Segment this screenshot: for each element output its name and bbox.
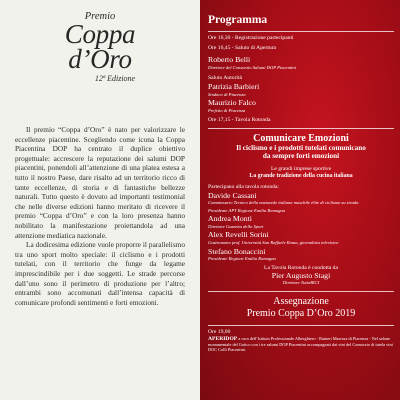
participant-role: Gastronomo prof. Università San Raffaele Roma, giornalista televisivo xyxy=(208,239,339,245)
speaker-name: Maurizio Falco xyxy=(208,98,256,108)
aperidop-text: a cura dell’Istituto Professionale Alberghiero - Raineri Marcora di Piacenza - Nel salone monumentale del Gotico con i tre salumi DOP Piacentini accompagnati dai vini del Consorzio di tutela vini DOC Colli Piacentini. xyxy=(208,335,393,352)
apertura-speaker xyxy=(208,56,394,70)
speaker-role: Direttore del Consorzio Salumi DOP Piacentini xyxy=(208,64,296,70)
tavola-subtitle: da sempre forti emozioni xyxy=(262,152,340,161)
aperidop-time: Ore 19,00 xyxy=(208,328,231,335)
participant xyxy=(208,215,394,229)
speaker-role: Sindaco di Piacenza xyxy=(208,91,246,97)
assegnazione-block xyxy=(208,296,394,320)
programma-item: Ore 16,30 - Registrazione partecipanti xyxy=(208,35,294,41)
programma-title: Programma xyxy=(208,14,268,26)
participants-label: Partecipano alla tavola rotonda: xyxy=(208,183,279,190)
participant-role: Commissario Tecnico della nazionale italiana maschile élite di ciclismo su strada xyxy=(208,200,359,206)
aperidop-lead: APERIDOP xyxy=(208,335,238,342)
assegnazione-title: Assegnazione xyxy=(273,295,329,307)
participant-name: Alex Revelli Sorini xyxy=(208,230,269,240)
autorita-label: Saluto Autorità xyxy=(208,75,243,82)
moderator-label: La Tavola Rotonda è condotta da xyxy=(264,264,338,271)
intro-paragraph-2: La dodicesima edizione vuole proporre il parallelismo tra uno sport molto speciale: il ciclismo e i prodotti tutelati, con il territorio che funge da legame imprescindibile per i due soggetti. Le strade percorse dall’uno sono il perimetro di produzione per l’altro; entrambi sono accomunati dall’intensa capacità di comunicare profondi sentimenti e forti emozioni. xyxy=(15,240,185,307)
programma-items xyxy=(208,35,394,52)
speaker-name: Roberto Belli xyxy=(208,55,251,64)
logo-premio: Premio xyxy=(84,11,116,22)
aperidop-block xyxy=(208,329,394,352)
right-panel xyxy=(200,0,400,400)
participant xyxy=(208,231,394,245)
premio-logo xyxy=(0,12,200,83)
moderator-name: Pier Augusto Stagi xyxy=(271,270,331,280)
participant xyxy=(208,248,394,262)
tavola-time: Ore 17,15 - Tavola Rotonda xyxy=(208,117,271,124)
tavola-subtitle: Il ciclismo e i prodotti tutelati comunicano xyxy=(236,144,366,153)
intro-text xyxy=(15,125,185,307)
aperidop-description xyxy=(208,336,394,352)
participant-role: Direttore Gazzetta dello Sport xyxy=(208,223,264,229)
logo-doro: d’Oro xyxy=(68,44,132,74)
divider xyxy=(208,128,394,129)
participant-role: Presidente APT Regione Emilia Romagna xyxy=(208,207,285,213)
tavola-heading-block xyxy=(208,133,394,179)
divider xyxy=(208,291,394,292)
divider xyxy=(208,325,394,326)
participant xyxy=(208,192,394,206)
programma-item: Ore 16,45 - Saluto di Apertura xyxy=(208,45,277,51)
participant-name: Davide Cassani xyxy=(208,190,257,200)
participant-name: Andrea Monti xyxy=(208,214,252,224)
autorita-speaker xyxy=(208,99,394,113)
speaker-role: Prefetto di Piacenza xyxy=(208,107,246,113)
moderator-block xyxy=(208,265,394,286)
autorita-speaker xyxy=(208,83,394,97)
logo-edition: 12ª Edizione xyxy=(94,74,136,83)
speaker-name: Patrizia Barbieri xyxy=(208,82,260,92)
programma-section xyxy=(208,14,394,352)
assegnazione-subtitle: Premio Coppa D’Oro 2019 xyxy=(246,307,356,319)
participant-name: Stefano Bonaccini xyxy=(208,246,266,256)
tavola-note: Le grandi imprese sportive xyxy=(270,165,332,172)
participant-role: Presidente Regione Emilia Romagna xyxy=(208,256,276,262)
moderator-role: Direttore TuttoBICI xyxy=(282,280,320,286)
logo-coppa: Coppa xyxy=(64,19,136,49)
divider xyxy=(208,31,394,32)
tavola-heading: Comunicare Emozioni xyxy=(253,133,349,145)
intro-paragraph-1: Il premio “Coppa d’Oro” è nato per valorizzare le eccellenze piacentine. Scegliendo come icona la Coppa Piacentina DOP ha centrato il duplice obiettivo progettuale: accrescere la reputazione dei salumi DOP piacentini, ponendoli all’attenzione di una platea estesa a tutto il nostro Paese, dare risalto ad un territorio ricco di tante eccellenze, di storia e di fantastiche bellezze naturali. Tutto questo è dovuto ad importanti testimonial che nelle diverse edizioni hanno meritato di ricevere il premio “Coppa d’Oro” e con la loro presenza hanno nobilitato la manifestazione proiettandola ad una attenzione mediatica nazionale. xyxy=(15,125,185,240)
tavola-note: La grande tradizione della cucina italiana xyxy=(249,172,353,179)
participant xyxy=(208,208,394,214)
